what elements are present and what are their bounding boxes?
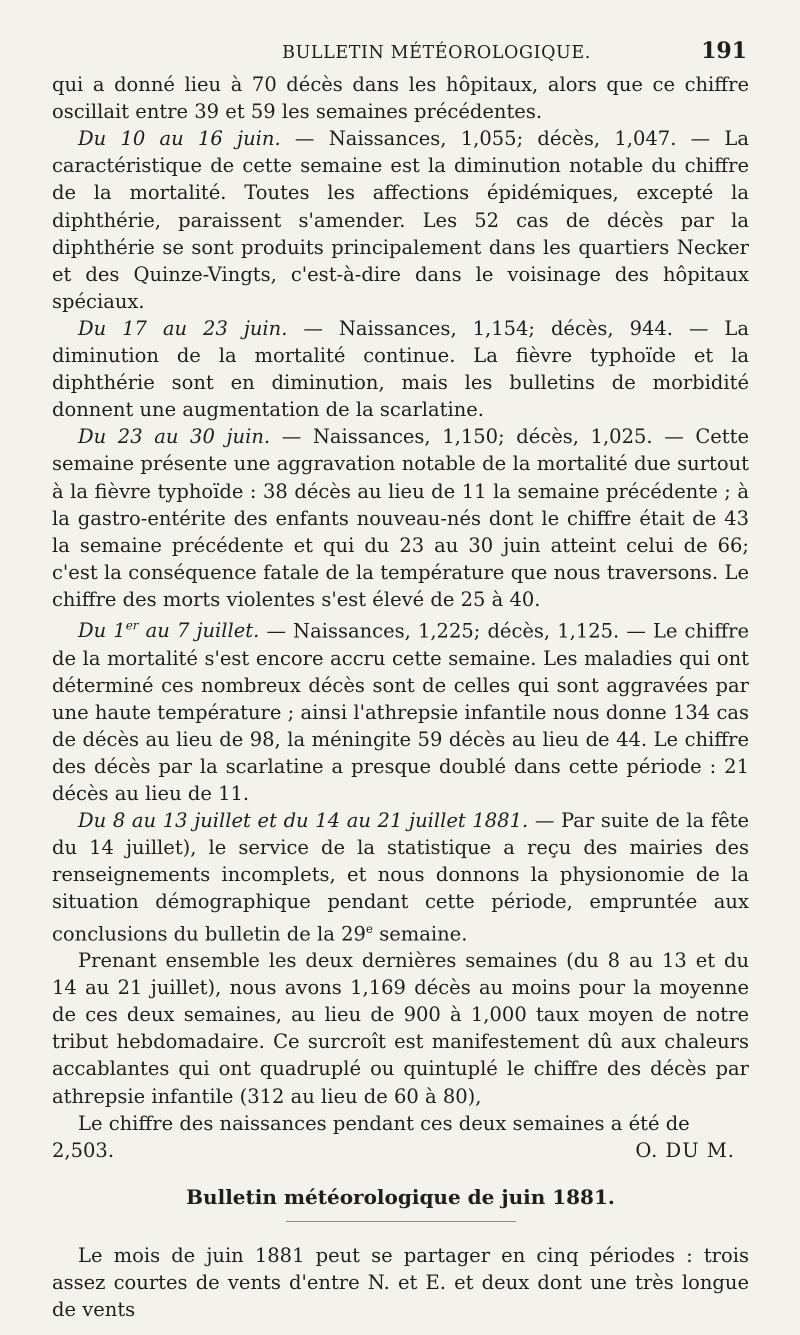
section-rule [286, 1221, 516, 1222]
births-total: 2,503. [52, 1138, 115, 1162]
running-title: BULLETIN MÉTÉOROLOGIQUE. [282, 43, 591, 63]
paragraph-week-10-16-june [52, 125, 749, 315]
date-range: Du 10 au 16 juin. [78, 127, 281, 151]
section-title [52, 1184, 749, 1222]
date-suffix: au 7 juillet. [138, 619, 260, 643]
signature-line [52, 1137, 749, 1164]
date-superscript: er [125, 618, 139, 633]
paragraph-text: Prenant ensemble les deux dernières semaines (du 8 au 13 et du 14 au 21 juillet), nous avons 1,169 décès au moins pour la moyenne de ces deux semaines, au lieu de 900 à 1,000 taux moyen de notre tribut hebdomadaire. Ce surcroît est manifestement dû aux chaleurs accablantes qui ont quadruplé ou quintuplé le chiffre des décès par athrepsie infantile (312 au lieu de 60 à 80), [52, 949, 749, 1108]
page-number: 191 [701, 38, 747, 64]
page-header [52, 38, 749, 67]
paragraph-week-17-23-june [52, 315, 749, 423]
section-title-text: Bulletin météorologique de juin 1881. [186, 1184, 615, 1209]
date-range [78, 619, 259, 642]
paragraph-continuation [52, 71, 749, 125]
paragraph-summary [52, 947, 749, 1110]
paragraph-text: — Naissances, 1,154; décès, 944. — La diminution de la mortalité continue. La fièvre typhoïde et la diphthérie sont en diminution, mais les bulletins de morbidité donnent une augmentation de la scarlatine. [52, 316, 749, 422]
ordinal-superscript: e [365, 921, 374, 936]
paragraph-week-1-7-july [52, 613, 749, 807]
paragraph-births [52, 1110, 749, 1137]
paragraph-text: — Par suite de la fête du 14 juillet), le service de la statistique a reçu des mairies des renseignements incomplets, et nous donnons la physionomie de la situation démographique pendant cette période, empruntée aux conclusions du bulletin de la 29 [52, 809, 749, 945]
paragraph-weather-intro [52, 1242, 749, 1323]
paragraph-week-23-30-june [52, 423, 749, 613]
paragraph-weeks-8-21-july [52, 807, 749, 947]
paragraph-text: — Naissances, 1,150; décès, 1,025. — Cette semaine présente une aggravation notable de la mortalité due surtout à la fièvre typhoïde : 38 décès au lieu de 11 la semaine précédente ; à la gastro-entérite des enfants nouveau-nés dont le chiffre était de 43 la semaine précédente et qui du 23 au 30 juin atteint celui de 66; c'est la conséquence fatale de la température que nous traversons. Le chiffre des morts violentes s'est élevé de 25 à 40. [52, 425, 749, 611]
paragraph-text: Le chiffre des naissances pendant ces deux semaines a été de [78, 1111, 690, 1135]
paragraph-text: — Naissances, 1,225; décès, 1,125. — Le chiffre de la mortalité s'est encore accru cette semaine. Les maladies qui ont déterminé ces nombreux décès sont de celles qui sont aggravées par une haute température ; ainsi l'athrepsie infantile nous donne 134 cas de décès au lieu de 98, la méningite 59 décès au lieu de 44. Le chiffre des décès par la scarlatine a presque doublé dans cette période : 21 décès au lieu de 11. [52, 619, 749, 806]
author-signature: O. DU M. [635, 1138, 735, 1162]
paragraph-text: qui a donné lieu à 70 décès dans les hôpitaux, alors que ce chiffre oscillait entre 39 et 59 les semaines précédentes. [52, 73, 749, 124]
date-range: Du 17 au 23 juin. [78, 316, 288, 340]
paragraph-text-end: semaine. [373, 922, 468, 945]
paragraph-text: — Naissances, 1,055; décès, 1,047. — La caractéristique de cette semaine est la diminution notable du chiffre de la mortalité. Toutes les affections épidémiques, excepté la diphthérie, paraissent s'amender. Les 52 cas de décès par la diphthérie se sont produits principalement dans les quartiers Necker et des Quinze-Vingts, c'est-à-dire dans le voisinage des hôpitaux spéciaux. [52, 127, 749, 313]
document-page [52, 38, 749, 1323]
date-range: Du 8 au 13 juillet et du 14 au 21 juillet 1881. [78, 809, 529, 833]
paragraph-text: Le mois de juin 1881 peut se partager en cinq périodes : trois assez courtes de vents d'entre N. et E. et deux dont une très longue de vents [52, 1243, 749, 1322]
date-prefix: Du 1 [78, 619, 126, 643]
date-range: Du 23 au 30 juin. [78, 425, 271, 449]
